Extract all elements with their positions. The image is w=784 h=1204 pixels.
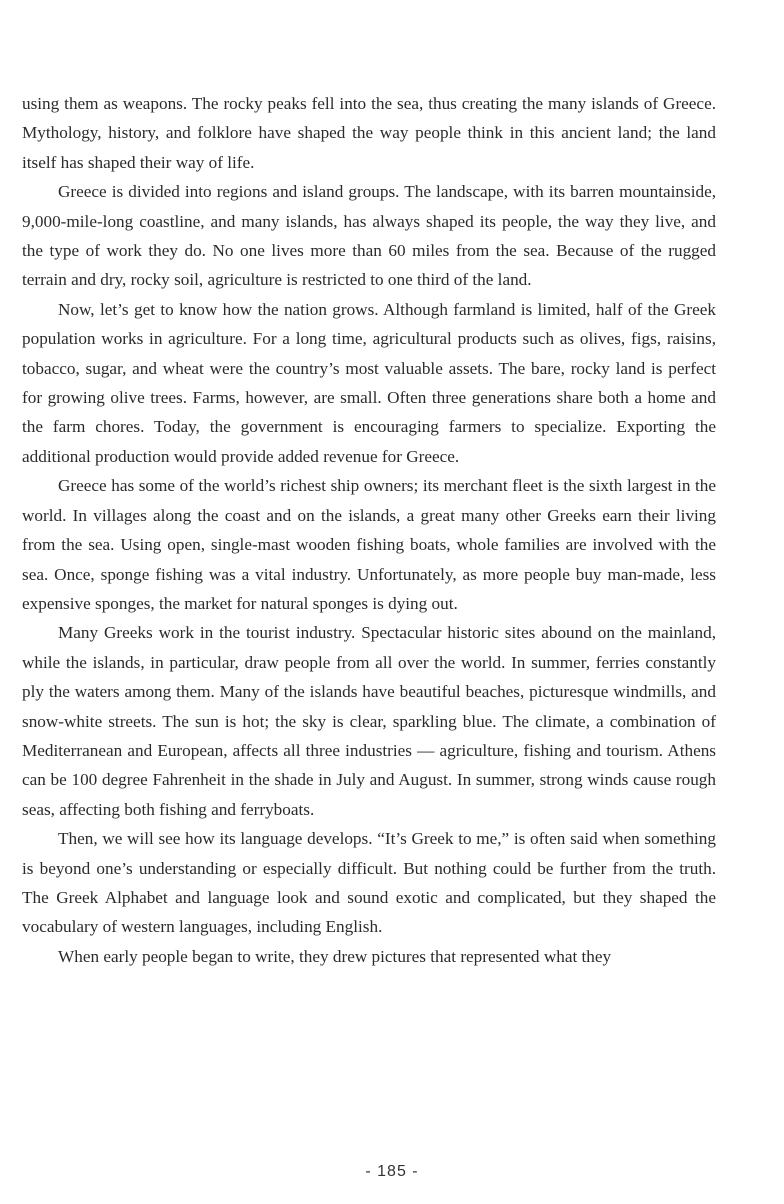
paragraph-writing: When early people began to write, they drew pictures that represented what they — [58, 946, 612, 966]
paragraph-tourism: Many Greeks work in the tourist industry. Spectacular historic sites abound on the mainland, while the islands, in particular, draw people from all over the world. In summer, ferries constantly ply the waters among them. Many of the islands have beautiful beaches, picturesque windmills, and snow-white streets. The sun is hot; the sky is clear, sparkling blue. The climate, a combination of Mediterranean and European, affects all three industries — agriculture, fishing and tourism. Athens can be 100 degree Fahrenheit in the shade in July and August. In summer, strong winds cause rough seas, affecting both fishing and ferryboats. — [22, 623, 716, 819]
page-number: - 185 - — [365, 1163, 419, 1180]
paragraph-agriculture: Now, let’s get to know how the nation grows. Although farmland is limited, half of the Greek population works in agriculture. For a long time, agricultural products such as olives, figs, raisins, tobacco, sugar, and wheat were the country’s most valuable assets. The bare, rocky land is perfect for growing olive trees. Farms, however, are small. Often three generations share both a home and the farm chores. Today, the government is encouraging farmers to specialize. Exporting the additional production would provide added revenue for Greece. — [22, 299, 716, 466]
paragraph-continued: using them as weapons. The rocky peaks fell into the sea, thus creating the many islands of Greece. Mythology, history, and folklore have shaped the way people think in this ancient land; the land itself has shaped their way of life. — [22, 94, 716, 172]
paragraph-language: Then, we will see how its language develops. “It’s Greek to me,” is often said when something is beyond one’s understanding or especially difficult. But nothing could be further from the truth. The Greek Alphabet and language look and sound exotic and complicated, but they shaped the vocabulary of western languages, including English. — [22, 829, 716, 937]
paragraph-shipping: Greece has some of the world’s richest ship owners; its merchant fleet is the sixth largest in the world. In villages along the coast and on the islands, a great many other Greeks earn their living from the sea. Using open, single-mast wooden fishing boats, whole families are involved with the sea. Once, sponge fishing was a vital industry. Unfortunately, as more people buy man-made, less expensive sponges, the market for natural sponges is dying out. — [22, 476, 716, 613]
paragraph-geography: Greece is divided into regions and island groups. The landscape, with its barren mountainside, 9,000-mile-long coastline, and many islands, has always shaped its people, the way they live, and the type of work they do. No one lives more than 60 miles from the sea. Because of the rugged terrain and dry, rocky soil, agriculture is restricted to one third of the land. — [22, 182, 716, 290]
page-body — [22, 89, 716, 971]
